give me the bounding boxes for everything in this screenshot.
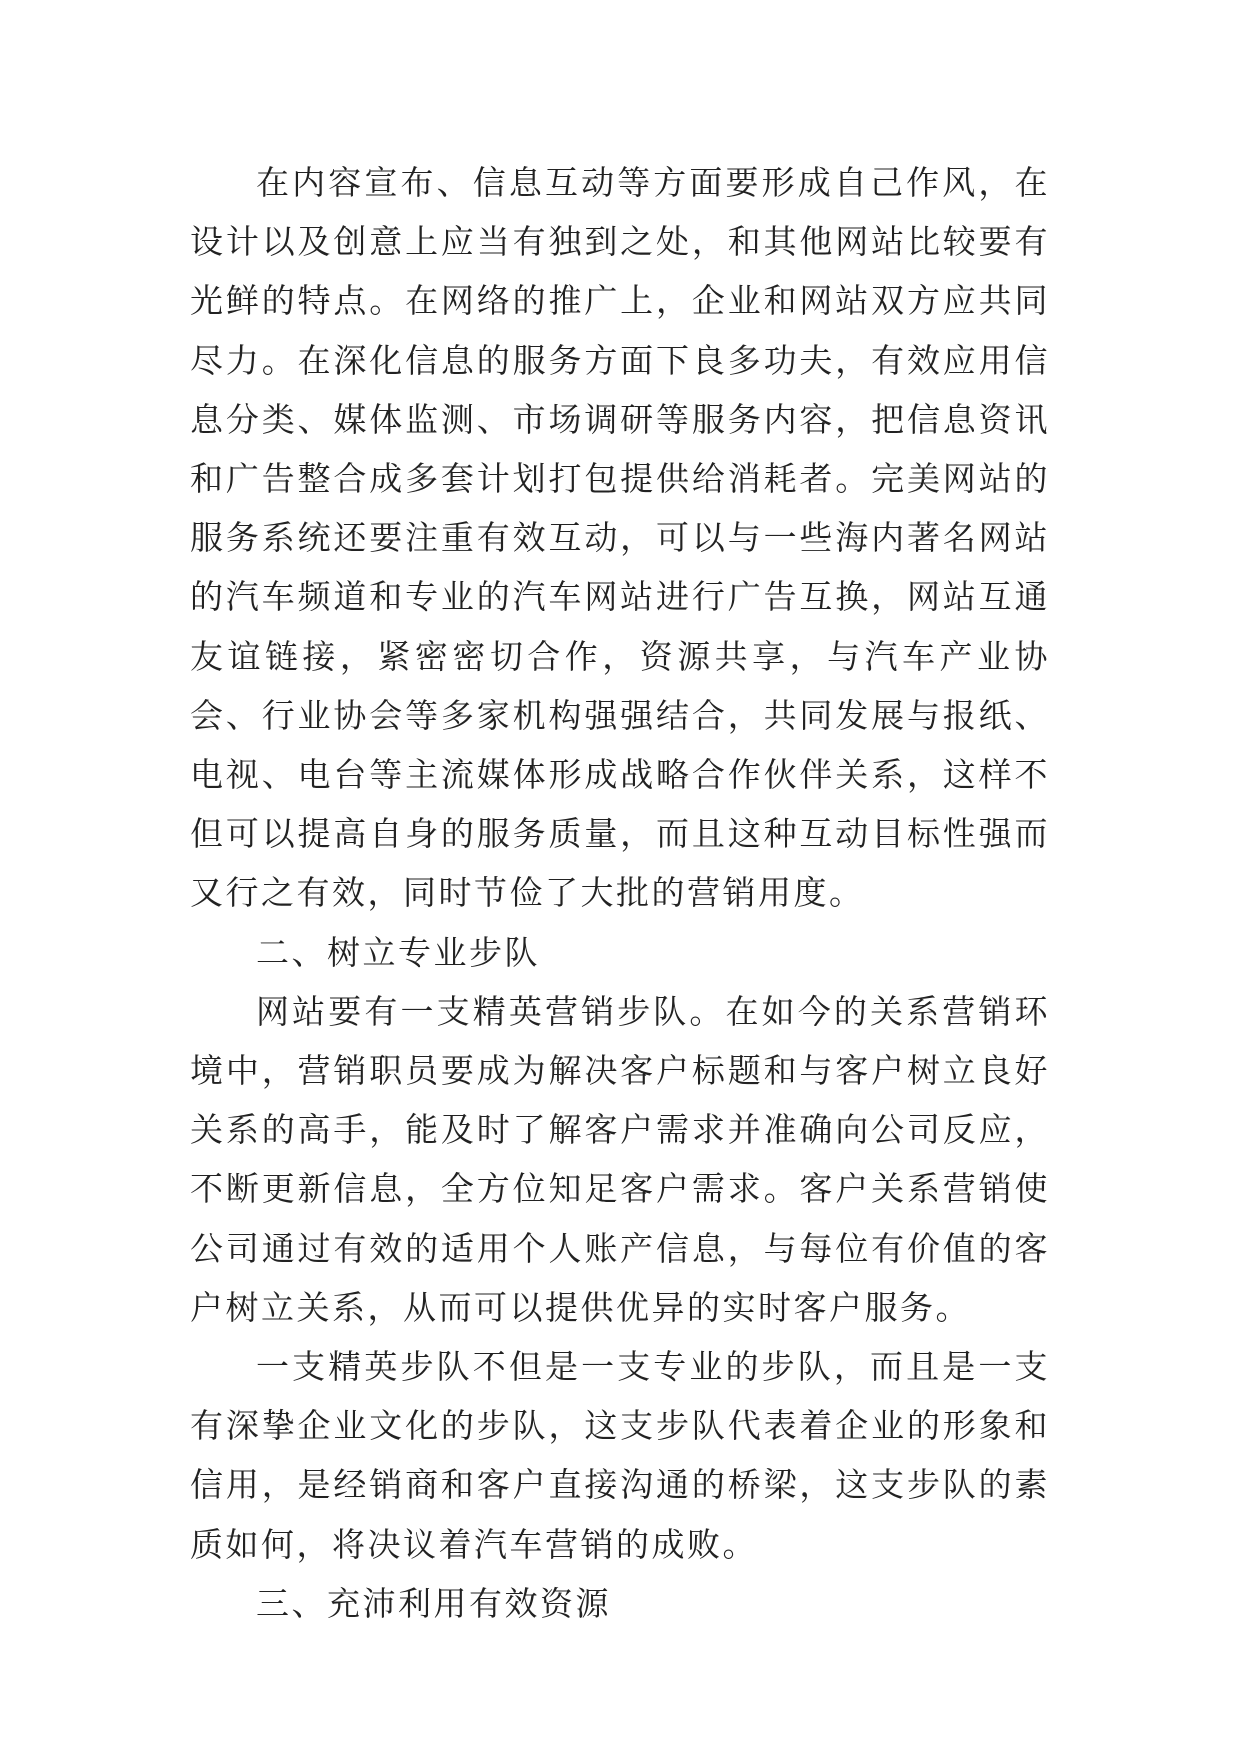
paragraph-website-interaction: 在内容宣布、信息互动等方面要形成自己作风，在设计以及创意上应当有独到之处，和其他网站比较要有光鲜的特点。在网络的推广上，企业和网站双方应共同尽力。在深化信息的服务方面下良多功夫，有效应用信息分类、媒体监测、市场调研等服务内容，把信息资讯和广告整合成多套计划打包提供给消耗者。完美网站的服务系统还要注重有效互动，可以与一些海内著名网站的汽车频道和专业的汽车网站进行广告互换，网站互通友谊链接，紧密密切合作，资源共享，与汽车产业协会、行业协会等多家机构强强结合，共同发展与报纸、电视、电台等主流媒体形成战略合作伙伴关系，这样不但可以提高自身的服务质量，而且这种互动目标性强而又行之有效，同时节俭了大批的营销用度。 (190, 163, 1050, 913)
paragraph-elite-sales-team: 网站要有一支精英营销步队。在如今的关系营销环境中，营销职员要成为解决客户标题和与客户树立良好关系的高手，能及时了解客户需求并准确向公司反应，不断更新信息，全方位知足客户需求。客户关系营销使公司通过有效的适用个人账产信息，与每位有价值的客户树立关系，从而可以提供优异的实时客户服务。 (190, 991, 1050, 1327)
section-heading-professional-team: 二、树立专业步队 (256, 932, 540, 972)
document-body (190, 153, 1050, 1633)
section-heading-use-resources: 三、充沛利用有效资源 (256, 1583, 611, 1623)
paragraph-team-culture: 一支精英步队不但是一支专业的步队，而且是一支有深挚企业文化的步队，这支步队代表着企业的形象和信用，是经销商和客户直接沟通的桥梁，这支步队的素质如何，将决议着汽车营销的成败。 (190, 1347, 1050, 1564)
